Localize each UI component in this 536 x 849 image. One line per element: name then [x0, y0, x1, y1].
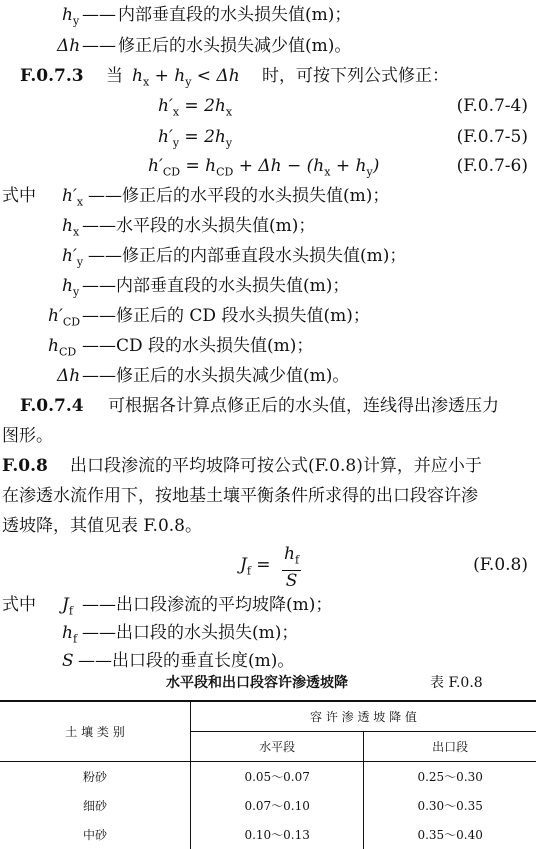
definition-line: 式中 $J_f$ ——出口段渗流的平均坡降(m)；: [0, 592, 536, 618]
table-row: 中砂 0.10～0.13 0.35～0.40: [0, 820, 536, 849]
definition-line: $h'_y$ ——修正后的内部垂直段水头损失值(m)；: [0, 243, 536, 269]
definition-line: $h_x$ ——水平段的水头损失值(m)；: [0, 213, 536, 239]
definition-line: $h_y$ —— 内部垂直段的水头损失值(m)；: [0, 2, 536, 28]
equation-f075: $h'_y = 2h_y$ (F.0.7-5): [0, 124, 536, 150]
definition-line: $h_{CD}$ ——CD 段的水头损失值(m)；: [0, 333, 536, 359]
definition-line: S ——出口段的垂直长度(m)。: [0, 648, 536, 674]
paragraph-line: 透坡降，其值见表 F.0.8。: [0, 513, 536, 539]
clause-f074: F.0.7.4 可根据各计算点修正后的水头值，连线得出渗透压力: [0, 393, 536, 419]
paragraph-line: 在渗透水流作用下，按地基土壤平衡条件所求得的出口段容许渗: [0, 483, 536, 509]
equation-f074: $h'_x = 2h_x$ (F.0.7-4): [0, 93, 536, 119]
definition-line: $h_f$ ——出口段的水头损失(m)；: [0, 620, 536, 646]
header-soil-type: 土 壤 类 别: [0, 701, 191, 762]
definition-line: 式中 $h'_x$ ——修正后的水平段的水头损失值(m)；: [0, 183, 536, 209]
table-label: 表 F.0.8: [430, 672, 483, 692]
definition-line: Δh —— 修正后的水头损失减少值(m)。: [0, 33, 536, 59]
header-outlet: 出口段: [364, 732, 536, 762]
clause-f08: F.0.8 出口段渗流的平均坡降可按公式(F.0.8)计算，并应小于: [0, 453, 536, 479]
header-allowable-gradient: 容 许 渗 透 坡 降 值: [191, 701, 536, 732]
fraction: $\frac{h_f}{S}$: [282, 544, 301, 591]
equation-f08: $J_f$ = $\frac{h_f}{S}$ (F.0.8): [0, 540, 536, 590]
header-horizontal: 水平段: [191, 732, 364, 762]
permeability-gradient-table: [0, 700, 536, 849]
definition-line: Δh ——修正后的水头损失减少值(m)。: [0, 363, 536, 389]
table-title: 水平段和出口段容许渗透坡降: [166, 672, 348, 692]
paragraph-line: 图形。: [0, 423, 536, 449]
definition-line: $h_y$ ——内部垂直段的水头损失值(m)；: [0, 273, 536, 299]
equation-f076: $h'_{CD} = h_{CD} + \Delta h - (h_x + h_y)$ (F.0.7-6): [0, 153, 536, 179]
clause-f073: F.0.7.3 当 $h_x + h_y < \Delta h$ 时，可按下列公式修正：: [0, 63, 536, 89]
table-row: 细砂 0.07～0.10 0.30～0.35: [0, 791, 536, 820]
table-row: 粉砂 0.05～0.07 0.25～0.30: [0, 762, 536, 792]
definition-line: $h'_{CD}$ ——修正后的 CD 段水头损失值(m)；: [0, 303, 536, 329]
